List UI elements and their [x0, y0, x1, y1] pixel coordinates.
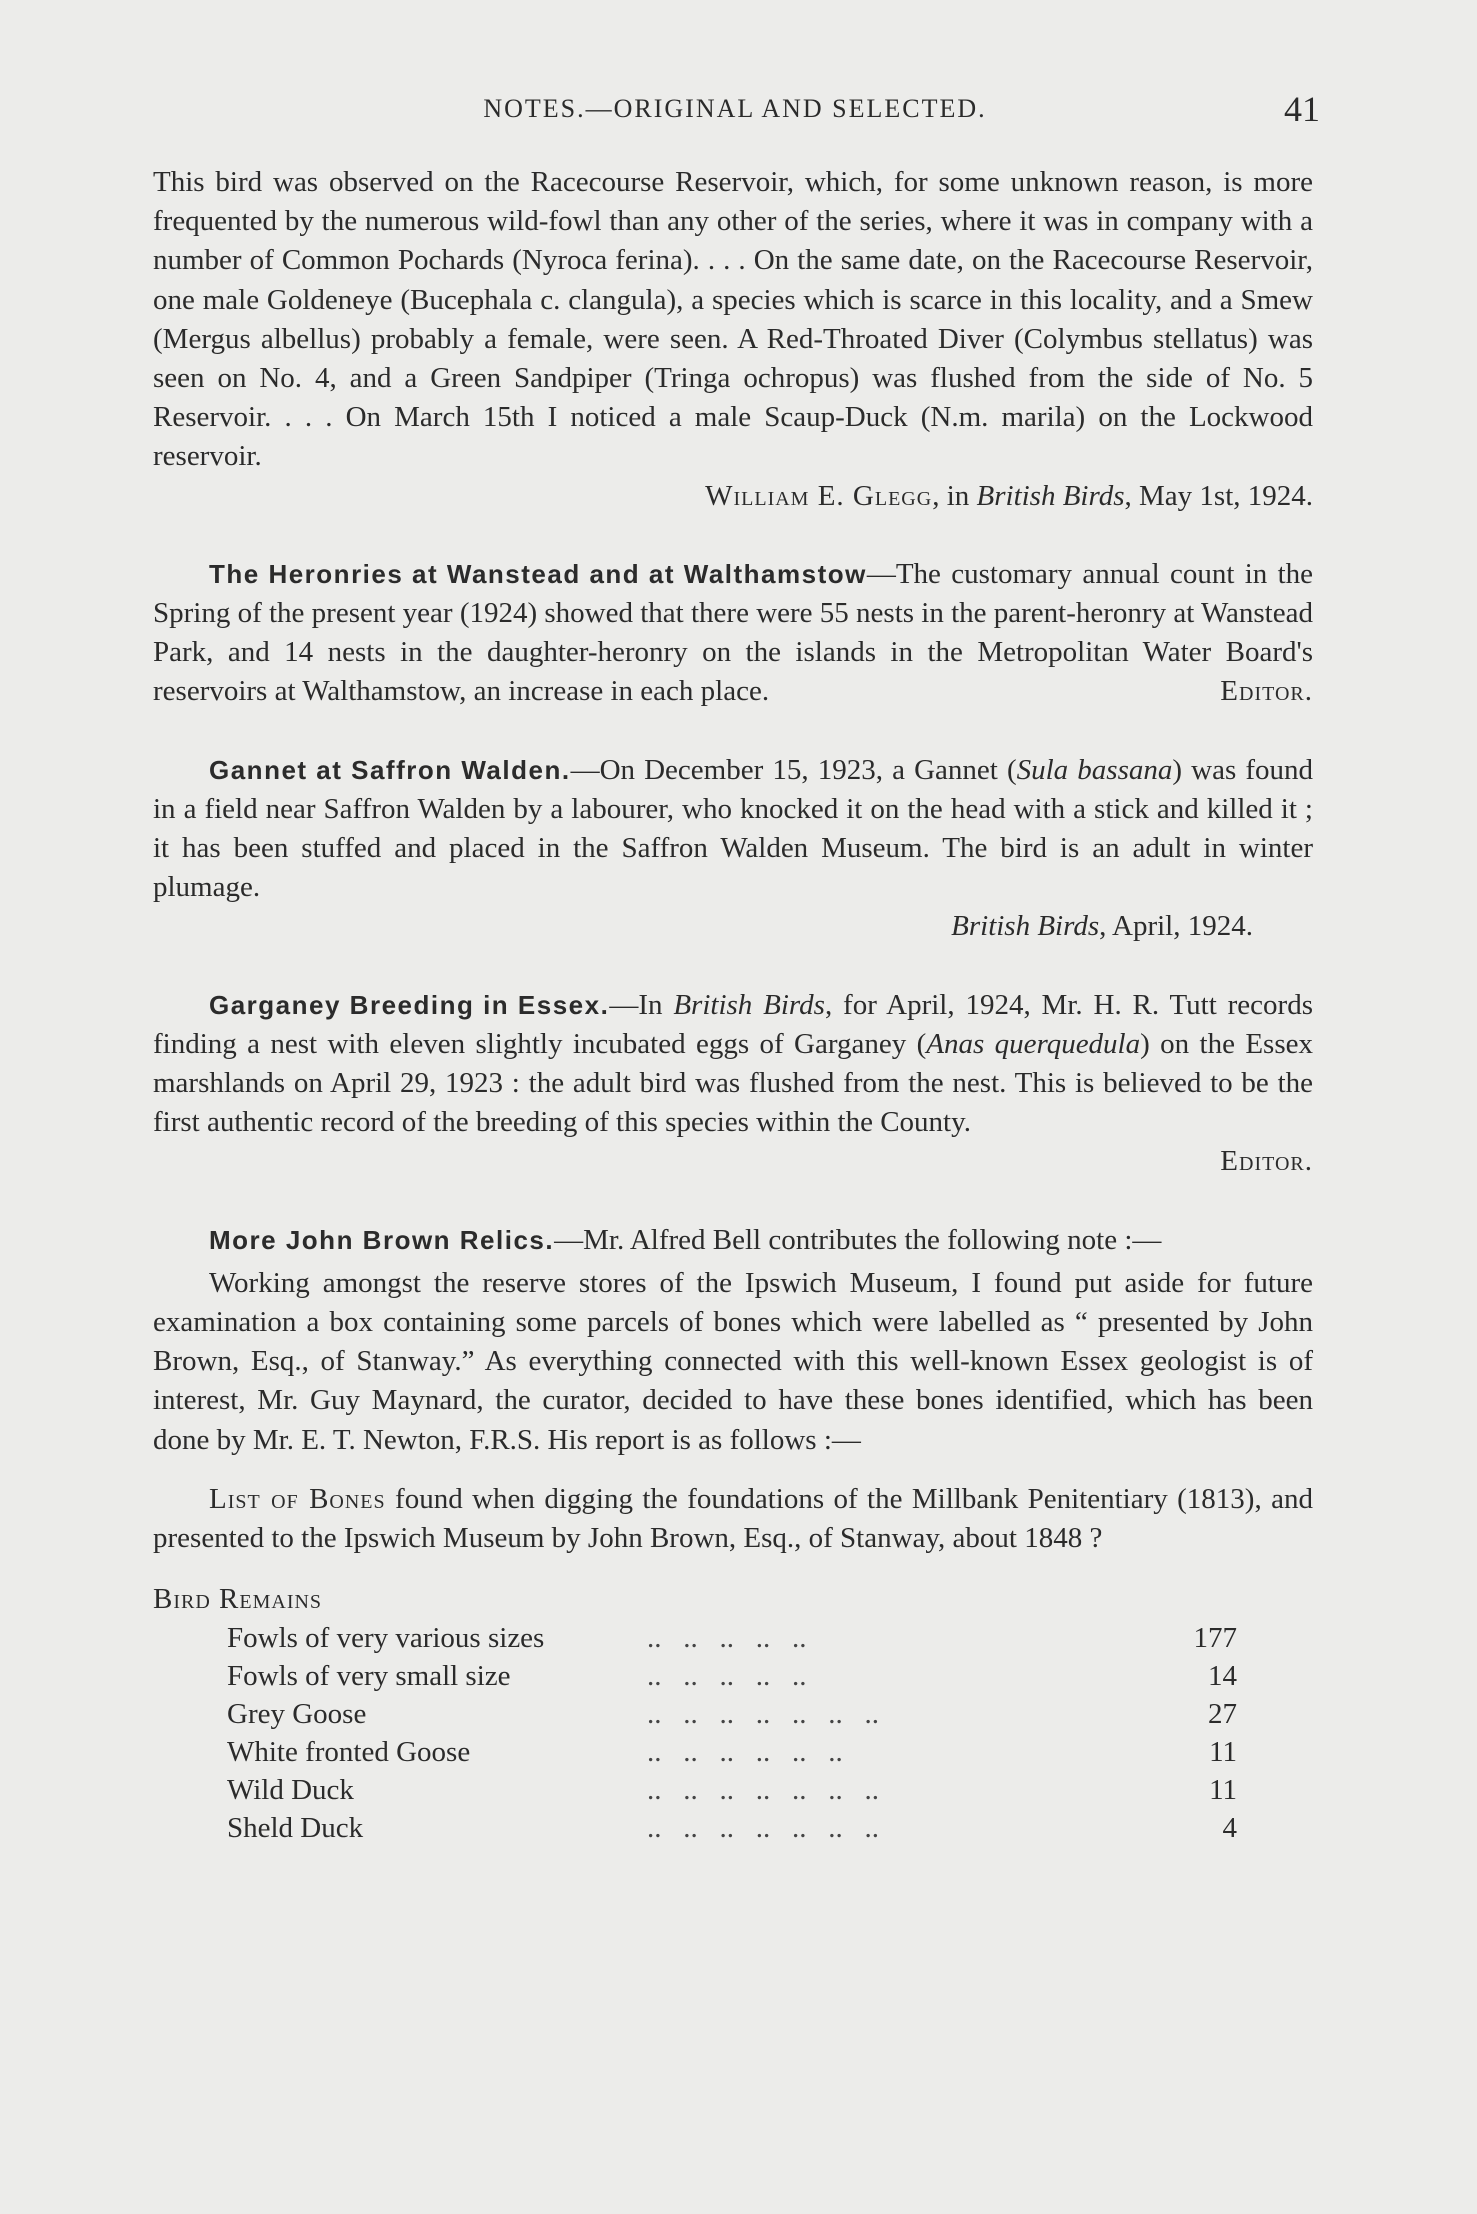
table-row	[227, 1695, 1237, 1733]
bone-count: 27	[1208, 1698, 1237, 1731]
garganey-heading: Garganey Breeding in Essex.	[209, 989, 610, 1020]
table-row	[227, 1733, 1237, 1771]
bone-name: Grey Goose	[227, 1698, 367, 1731]
reservoir-note-text	[153, 163, 1313, 477]
bone-count: 177	[1193, 1622, 1237, 1655]
spacer	[153, 516, 1313, 555]
running-head	[150, 88, 1320, 128]
bone-name: Sheld Duck	[227, 1812, 364, 1845]
signature-prefix: , in	[932, 479, 977, 512]
spacer	[153, 1558, 1313, 1580]
page-number: 41	[1284, 89, 1320, 129]
signature-source: British Birds	[976, 479, 1125, 512]
table-row	[227, 1809, 1237, 1847]
gannet-text-after: ) was found in a field near Saffron Walden by a labourer, who knocked it on the head with a stick and killed it ; it has been stuffed and placed in the Saffron Walden Museum. The bird is an adult in winter plumage.	[153, 753, 1313, 904]
heronries-text: —The customary annual count in the Spring of the present year (1924) showed that there were 55 nests in the parent-heronry at Wanstead Park, and 14 nests in the daughter-heronry on the islands in the Metropolitan Water Board's reservoirs at Walthamstow, an increase in each place.	[153, 557, 1313, 708]
brown-relics-heading: More John Brown Relics.	[209, 1224, 555, 1255]
table-row	[227, 1619, 1237, 1657]
leader-dots: .. .. .. .. ..	[647, 1660, 807, 1693]
spacer	[153, 1182, 1313, 1221]
bone-count: 11	[1209, 1774, 1237, 1807]
garganey-text-before: —In	[609, 988, 674, 1021]
spacer	[153, 1460, 1313, 1480]
gannet-signature-date: , April, 1924.	[1099, 910, 1253, 943]
bone-count: 11	[1209, 1736, 1237, 1769]
leader-dots: .. .. .. .. .. .. ..	[647, 1698, 879, 1731]
garganey-signature: Editor.	[1220, 1145, 1313, 1178]
table-row	[227, 1657, 1237, 1695]
heronries-note	[153, 555, 1313, 712]
brown-relics-body: Working amongst the reserve stores of the Ipswich Museum, I found put aside for future examination a box containing some parcels of bones which were labelled as “ presented by John Brown, Esq., of Stanway.” As everything connected with this well-known Essex geologist is of interest, Mr. Guy Maynard, the curator, decided to have these bones identified, which has been done by Mr. E. T. Newton, F.R.S. His report is as follows :—	[153, 1266, 1313, 1456]
page-content	[153, 163, 1313, 1847]
table-row	[227, 1771, 1237, 1809]
gannet-signature	[153, 907, 1313, 946]
signature-date: , May 1st, 1924.	[1124, 479, 1313, 512]
bird-remains-rows	[227, 1619, 1237, 1847]
bird-remains-table	[227, 1619, 1237, 1847]
bones-list-intro-text: found when digging the foundations of the Millbank Penitentiary (1813), and presented to the Ipswich Museum by John Brown, Esq., of Stanway, about 1848 ?	[153, 1482, 1313, 1555]
garganey-source: British Birds	[673, 988, 825, 1021]
garganey-species: Anas querquedula	[926, 1027, 1141, 1060]
spacer	[153, 712, 1313, 751]
spacer	[153, 947, 1313, 986]
bones-list-intro	[153, 1480, 1313, 1558]
bone-name: White fronted Goose	[227, 1736, 471, 1769]
heronries-heading: The Heronries at Wanstead and at Walthamstow	[209, 558, 867, 589]
garganey-text-middle: , for April, 1924, Mr. H. R. Tutt records finding a nest with eleven slightly incubated eggs of Garganey (	[153, 988, 1313, 1060]
reservoir-note-body: This bird was observed on the Racecourse Reservoir, which, for some unknown reason, is more frequented by the numerous wild-fowl than any other of the series, where it was in company with a number of Common Pochards (Nyroca ferina). . . . On the same date, on the Racecourse Reservoir, one male Goldeneye (Bucephala c. clangula), a species which is scarce in this locality, and a Smew (Mergus albellus) probably a female, were seen. A Red-Throated Diver (Colymbus stellatus) was seen on No. 4, and a Green Sandpiper (Tringa ochropus) was flushed from the side of No. 5 Reservoir. . . . On March 15th I noticed a male Scaup-Duck (N.m. marila) on the Lockwood reservoir.	[153, 166, 1313, 473]
garganey-text-after: ) on the Essex marshlands on April 29, 1923 : the adult bird was flushed from the nest. This is believed to be the first authentic record of the breeding of this species within the County.	[153, 1027, 1313, 1139]
leader-dots: .. .. .. .. .. ..	[647, 1736, 843, 1769]
gannet-note	[153, 751, 1313, 908]
leader-dots: .. .. .. .. .. .. ..	[647, 1812, 879, 1845]
bone-count: 14	[1208, 1660, 1237, 1693]
gannet-text-before: —On December 15, 1923, a Gannet (	[570, 753, 1017, 786]
bone-name: Fowls of very small size	[227, 1660, 511, 1693]
gannet-signature-source: British Birds	[951, 910, 1100, 943]
signature-name: William E. Glegg	[705, 479, 933, 512]
garganey-note	[153, 986, 1313, 1143]
bones-list-lead: List of Bones	[209, 1482, 386, 1515]
brown-relics-intro-text: —Mr. Alfred Bell contributes the following note :—	[554, 1223, 1162, 1256]
bone-name: Wild Duck	[227, 1774, 354, 1807]
bone-count: 4	[1222, 1812, 1237, 1845]
running-title: NOTES.—ORIGINAL AND SELECTED.	[483, 94, 987, 123]
leader-dots: .. .. .. .. .. .. ..	[647, 1774, 879, 1807]
gannet-heading: Gannet at Saffron Walden.	[209, 754, 571, 785]
reservoir-note-signature	[153, 477, 1313, 516]
leader-dots: .. .. .. .. ..	[647, 1622, 807, 1655]
bone-name: Fowls of very various sizes	[227, 1622, 545, 1655]
bird-remains-title: Bird Remains	[153, 1583, 323, 1616]
gannet-species: Sula bassana	[1016, 753, 1173, 786]
brown-relics-intro	[153, 1221, 1313, 1260]
heronries-signature: Editor.	[1220, 675, 1313, 708]
